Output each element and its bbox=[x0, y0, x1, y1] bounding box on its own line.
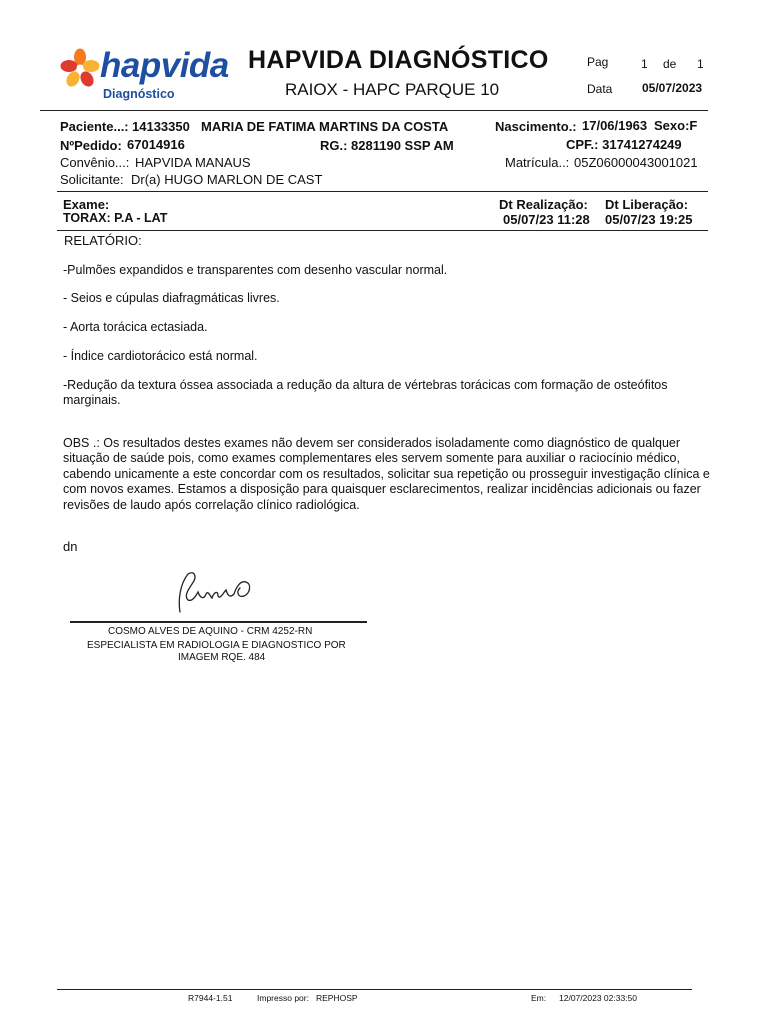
page-total: 1 bbox=[697, 57, 704, 71]
date-label: Data bbox=[587, 82, 613, 96]
insurance-value: HAPVIDA MANAUS bbox=[135, 155, 251, 170]
finding-5: -Redução da textura óssea associada a redução da altura de vértebras torácicas com formação de osteófitos marginais. bbox=[63, 378, 668, 407]
divider-footer bbox=[57, 989, 692, 990]
release-date-label: Dt Liberação: bbox=[605, 197, 689, 212]
rg-value: RG.: 8281190 SSP AM bbox=[320, 138, 454, 153]
form-code: R7944-1.51 bbox=[188, 993, 233, 1003]
signature-image bbox=[174, 566, 274, 616]
insurance-label: Convênio...: bbox=[60, 155, 130, 170]
doctor-name: COSMO ALVES DE AQUINO - CRM 4252-RN bbox=[108, 626, 313, 637]
flower-icon bbox=[60, 48, 100, 92]
registration-value: 05Z06000043001021 bbox=[574, 155, 698, 170]
printed-by-label: Impresso por: bbox=[257, 993, 309, 1003]
date-value: 05/07/2023 bbox=[642, 81, 703, 95]
finding-2: - Seios e cúpulas diafragmáticas livres. bbox=[63, 291, 280, 305]
requester-label: Solicitante: bbox=[60, 172, 124, 187]
report-heading: RELATÓRIO: bbox=[64, 233, 142, 248]
patient-id: 14133350 bbox=[132, 119, 190, 134]
logo-subtitle: Diagnóstico bbox=[103, 87, 175, 101]
order-label: NºPedido: bbox=[60, 138, 122, 153]
printed-at-value: 12/07/2023 02:33:50 bbox=[559, 993, 637, 1003]
exam-label: Exame: bbox=[63, 197, 110, 212]
page-number: 1 bbox=[641, 57, 648, 71]
signature-line bbox=[70, 621, 367, 623]
hapvida-logo bbox=[60, 44, 230, 104]
document-subtitle: RAIOX - HAPC PARQUE 10 bbox=[285, 80, 500, 99]
birth-label: Nascimento.: bbox=[495, 119, 577, 134]
document-title: HAPVIDA DIAGNÓSTICO bbox=[248, 46, 549, 74]
release-date-value: 05/07/23 19:25 bbox=[605, 212, 693, 227]
patient-name: MARIA DE FATIMA MARTINS DA COSTA bbox=[201, 119, 449, 134]
divider-exam-bottom bbox=[57, 230, 708, 231]
page-label: Pag bbox=[587, 55, 609, 69]
registration-label: Matrícula..: bbox=[505, 155, 570, 170]
exam-date-value: 05/07/23 11:28 bbox=[503, 212, 590, 227]
printed-by-value: REPHOSP bbox=[316, 993, 358, 1003]
divider-exam-top bbox=[57, 191, 708, 192]
order-value: 67014916 bbox=[127, 137, 185, 152]
patient-label: Paciente...: bbox=[60, 119, 129, 134]
disclaimer-text: OBS .: Os resultados destes exames não devem ser considerados isoladamente como diagnóstico de qualquer situação de saúde pois, como exames complementares eles servem somente para auxiliar o raciocínio médico, cabendo unicamente a este concordar com os resultados, solicitar sua repetição ou prosseguir investigação clínica e com novos exames. Estamos a disposição para quaisquer esclarecimentos, realizar incidências adicionais ou fazer revisões de laudo após correlação clínico radiológica. bbox=[63, 436, 710, 512]
doctor-specialty-line1: ESPECIALISTA EM RADIOLOGIA E DIAGNOSTICO POR bbox=[87, 640, 346, 651]
requester-value: Dr(a) HUGO MARLON DE CAST bbox=[131, 172, 323, 187]
divider-top bbox=[40, 110, 708, 111]
finding-4: - Índice cardiotorácico está normal. bbox=[63, 349, 258, 363]
logo-wordmark: hapvida bbox=[100, 46, 229, 85]
cpf-value: CPF.: 31741274249 bbox=[566, 137, 682, 152]
exam-value: TORAX: P.A - LAT bbox=[63, 211, 168, 225]
finding-3: - Aorta torácica ectasiada. bbox=[63, 320, 208, 334]
birth-value: 17/06/1963 bbox=[582, 118, 648, 133]
typist-initials: dn bbox=[63, 539, 78, 554]
page-de: de bbox=[663, 57, 677, 71]
doctor-specialty-line2: IMAGEM RQE. 484 bbox=[178, 652, 266, 663]
finding-1: -Pulmões expandidos e transparentes com desenho vascular normal. bbox=[63, 263, 448, 277]
exam-date-label: Dt Realização: bbox=[499, 197, 588, 212]
printed-at-label: Em: bbox=[531, 993, 547, 1003]
sex-value: Sexo:F bbox=[654, 118, 698, 133]
